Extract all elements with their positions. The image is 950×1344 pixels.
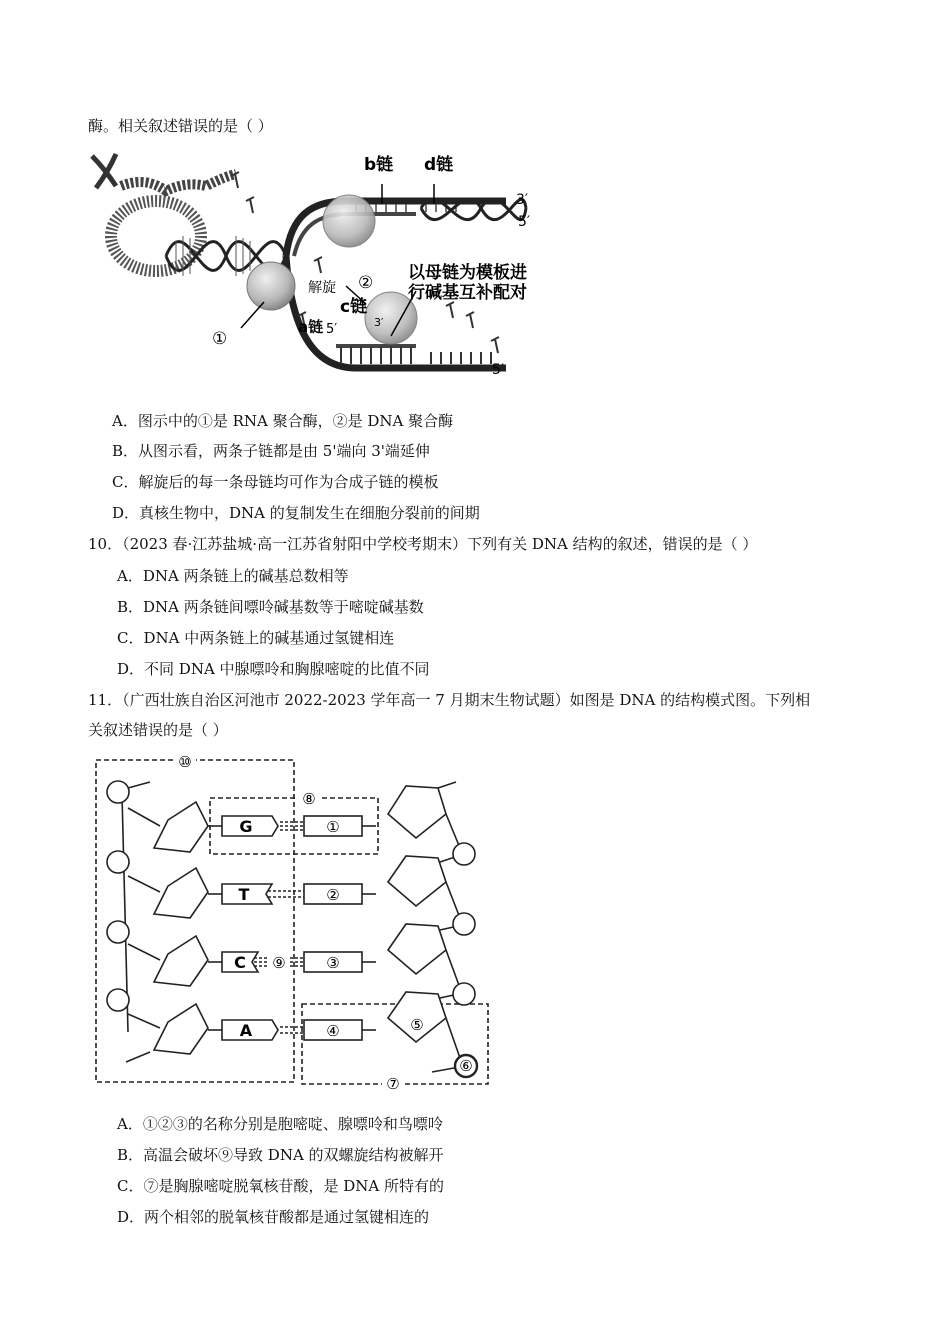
- label-n1: ①: [326, 818, 340, 836]
- q10-option-b: B．DNA 两条链间嘌呤碱基数等于嘧啶碱基数: [117, 598, 424, 616]
- base-C: C: [234, 953, 246, 972]
- label-n8: ⑧: [302, 790, 316, 808]
- circle1-label: ①: [212, 329, 228, 349]
- q11-option-d: D．两个相邻的脱氧核苷酸都是通过氢键相连的: [117, 1208, 430, 1226]
- d-chain-label: d链: [424, 155, 454, 175]
- q11-stem-line2: 关叙述错误的是（ ）: [88, 721, 228, 739]
- a-chain-label: a链: [298, 318, 324, 336]
- note-line1: 以母链为模板进: [408, 263, 527, 283]
- p3-top-label: 3′: [516, 192, 529, 208]
- q11-option-c: C．⑦是胸腺嘧啶脱氧核苷酸，是 DNA 所特有的: [117, 1177, 444, 1195]
- q9-stem-tail: 酶。相关叙述错误的是（ ）: [88, 117, 273, 135]
- q10-option-a: A．DNA 两条链上的碱基总数相等: [117, 567, 349, 585]
- p5-bottom-label: 5′: [492, 362, 505, 378]
- q9-option-a: A．图示中的①是 RNA 聚合酶，②是 DNA 聚合酶: [112, 412, 454, 430]
- base-G: G: [239, 817, 253, 836]
- label-n6: ⑥: [459, 1057, 473, 1075]
- label-n3: ③: [326, 954, 340, 972]
- dna-structure-figure: [88, 752, 498, 1092]
- label-n10: ⑩: [178, 753, 192, 771]
- circle2-label: ②: [358, 273, 374, 293]
- q10-stem: 10．（2023 春·江苏盐城·高一江苏省射阳中学校考期末）下列有关 DNA 结构的叙述，错误的是（ ）: [88, 535, 758, 553]
- q9-option-c: C．解旋后的每一条母链均可作为合成子链的模板: [112, 473, 439, 491]
- q11-stem-line1: 11．（广西壮族自治区河池市 2022-2023 学年高一 7 月期末生物试题）如图是 DNA 的结构模式图。下列相: [88, 691, 811, 709]
- label-n5: ⑤: [410, 1016, 424, 1034]
- base-A: A: [239, 1021, 253, 1040]
- q10-option-d: D．不同 DNA 中腺嘌呤和胸腺嘧啶的比值不同: [117, 660, 430, 678]
- dna-replication-figure: [86, 146, 556, 386]
- p5-top-label: 5′: [518, 214, 531, 230]
- label-n9: ⑨: [272, 954, 286, 972]
- p3-c-label: 3′: [374, 316, 384, 329]
- unwind-label: 解旋: [308, 280, 336, 296]
- q10-option-c: C．DNA 中两条链上的碱基通过氢键相连: [117, 629, 395, 647]
- label-n2: ②: [326, 886, 340, 904]
- chromosome-icon: [92, 154, 116, 188]
- label-n4: ④: [326, 1022, 340, 1040]
- c-chain-label: c链: [340, 297, 368, 317]
- q9-option-d: D．真核生物中，DNA 的复制发生在细胞分裂前的间期: [112, 504, 480, 522]
- label-n7: ⑦: [386, 1075, 400, 1092]
- p5-a-label: 5′: [326, 322, 338, 337]
- b-chain-label: b链: [364, 155, 394, 175]
- q9-option-b: B．从图示看，两条子链都是由 5'端向 3'端延伸: [112, 442, 430, 460]
- base-T: T: [238, 885, 250, 904]
- note-line2: 行碱基互补配对: [408, 283, 527, 303]
- q11-option-a: A．①②③的名称分别是胞嘧啶、腺嘌呤和鸟嘌呤: [117, 1115, 443, 1133]
- q11-option-b: B．高温会破坏⑨导致 DNA 的双螺旋结构被解开: [117, 1146, 444, 1164]
